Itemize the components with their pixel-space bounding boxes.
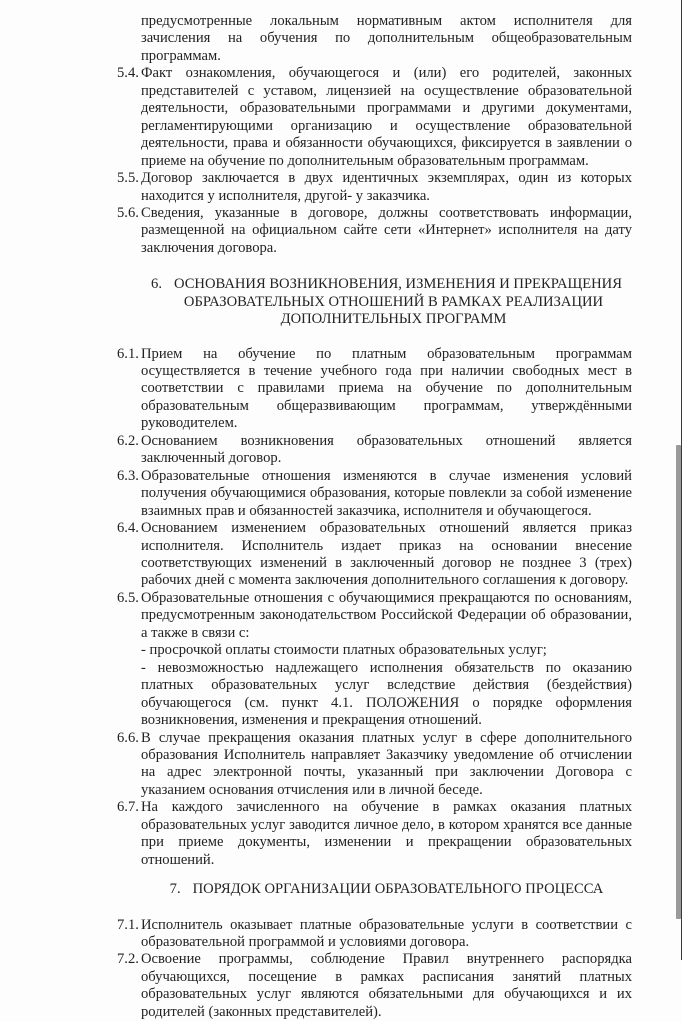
clause-number: 5.6.	[117, 204, 139, 221]
clause-7-1	[117, 917, 632, 952]
clause-5-5	[117, 170, 632, 205]
spacer	[117, 899, 632, 917]
clause-text: Освоение программы, соблюдение Правил внутреннего распорядка обучающихся, посещение в рамках расписания занятий платных образовательных услуг являются обязательными для обучающихся и их родителей (законных представителей).	[141, 951, 632, 1020]
clause-6-3	[117, 468, 632, 520]
clause-subitem: - невозможностью надлежащего исполнения обязательств по оказанию платных образовательных услуг вследствие действия (бездействия) обучающегося (см. пункт 4.1. ПОЛОЖЕНИЯ о порядке оформления возникновения, изменения и прекращения отношений.	[141, 659, 632, 729]
clause-text: Образовательные отношения с обучающимися прекращаются по основаниям, предусмотренным законодательством Российской Федерации об образовании, а также в связи с:	[141, 589, 632, 641]
clause-number: 7.2.	[117, 951, 139, 968]
clause-number: 6.6.	[117, 729, 139, 746]
clause-6-2	[117, 433, 632, 468]
clause-number: 7.1.	[117, 916, 139, 933]
clause-number: 6.7.	[117, 799, 139, 816]
clause-text: Договор заключается в двух идентичных экземплярах, один из которых находится у исполнителя, другой- у заказчика.	[141, 170, 632, 204]
clause-text: Основанием возникновения образовательных отношений является заключенный договор.	[141, 432, 632, 467]
clause-number: 5.4.	[117, 65, 139, 82]
clause-subitem: - просрочкой оплаты стоимости платных образовательных услуг;	[141, 642, 547, 659]
clause-text: Сведения, указанные в договоре, должны соответствовать информации, размещенной на официальном сайте сети «Интернет» исполнителя на дату заключения договора.	[141, 204, 632, 256]
document-content	[117, 13, 632, 1021]
spacer	[117, 869, 632, 881]
clause-text: В случае прекращения оказания платных услуг в сфере дополнительного образования Исполнитель направляет Заказчику уведомление об отчислении на адрес электронной почты, указанный при заключении Договора с указанием основания отчисления или в личной беседе.	[141, 729, 632, 798]
clause-number: 6.1.	[117, 345, 139, 362]
heading-line-1	[141, 276, 632, 293]
clause-text: Прием на обучение по платным образовательным программам осуществляется в течение учебного года при наличии свободных мест в соответствии с правилами приема на обучение по дополнительным образовательным общеразвивающим программам, утверждёнными руководителем.	[141, 345, 632, 432]
clause-number: 6.4.	[117, 520, 139, 537]
paragraph-continuation: предусмотренные локальным нормативным актом исполнителя для зачисления на обучения по дополнительным общеобразовательным программам.	[141, 13, 632, 64]
clause-text: На каждого зачисленного на обучение в рамках оказания платных образовательных услуг заводится личное дело, в котором хранятся все данные при приеме документы, изменении и прекращении образовательных отношений.	[141, 799, 632, 868]
clause-6-4	[117, 520, 632, 590]
clause-number: 5.5.	[117, 170, 139, 187]
clause-text: Факт ознакомления, обучающегося и (или) его родителей, законных представителей с уставом, лицензией на осуществление образовательной деятельности, образовательными программами и другими документами, регламентирующими организацию и осуществление образовательной деятельности, права и обязанности обучающихся, фиксируется в заявлении о приеме на обучение по дополнительным образовательным программам.	[141, 65, 632, 169]
clause-5-4	[117, 65, 632, 170]
clause-6-5	[117, 590, 632, 730]
clause-text: Основанием изменением образовательных отношений является приказ исполнителя. Исполнитель издает приказ на основании внесение соответствующих изменений в заключенный договор не позднее 3 (трех) рабочих дней с момента заключения дополнительного соглашения к договору.	[141, 520, 632, 589]
heading-line-2: ОБРАЗОВАТЕЛЬНЫХ ОТНОШЕНИЙ В РАМКАХ РЕАЛИЗАЦИИ	[183, 293, 604, 310]
clause-number: 6.5.	[117, 589, 139, 606]
clause-text: Образовательные отношения изменяются в случае изменения условий получения обучающимися образования, которые повлекли за собой изменение взаимных прав и обязанностей заказчика, исполнителя и обучающегося.	[141, 467, 632, 519]
section-7-heading	[141, 881, 632, 898]
spacer	[117, 329, 632, 346]
heading-line-1	[141, 881, 632, 898]
clause-6-1	[117, 346, 632, 433]
clause-6-7	[117, 799, 632, 869]
heading-text: ОСНОВАНИЯ ВОЗНИКНОВЕНИЯ, ИЗМЕНЕНИЯ И ПРЕКРАЩЕНИЯ	[173, 276, 622, 293]
clause-5-6	[117, 205, 632, 257]
section-6-heading	[141, 276, 632, 328]
clause-text: Исполнитель оказывает платные образовательные услуги в соответствии с образовательной программой и условиями договора.	[141, 916, 632, 951]
spacer	[117, 257, 632, 276]
heading-line-3: ДОПОЛНИТЕЛЬНЫХ ПРОГРАММ	[280, 311, 507, 328]
clause-number: 6.3.	[117, 467, 139, 484]
section-number: 6.	[151, 276, 162, 293]
clause-6-6	[117, 730, 632, 800]
clause-number: 6.2.	[117, 432, 139, 449]
section-number: 7.	[169, 881, 181, 898]
heading-text: ПОРЯДОК ОРГАНИЗАЦИИ ОБРАЗОВАТЕЛЬНОГО ПРОЦЕССА	[192, 881, 604, 898]
clause-7-2	[117, 951, 632, 1021]
